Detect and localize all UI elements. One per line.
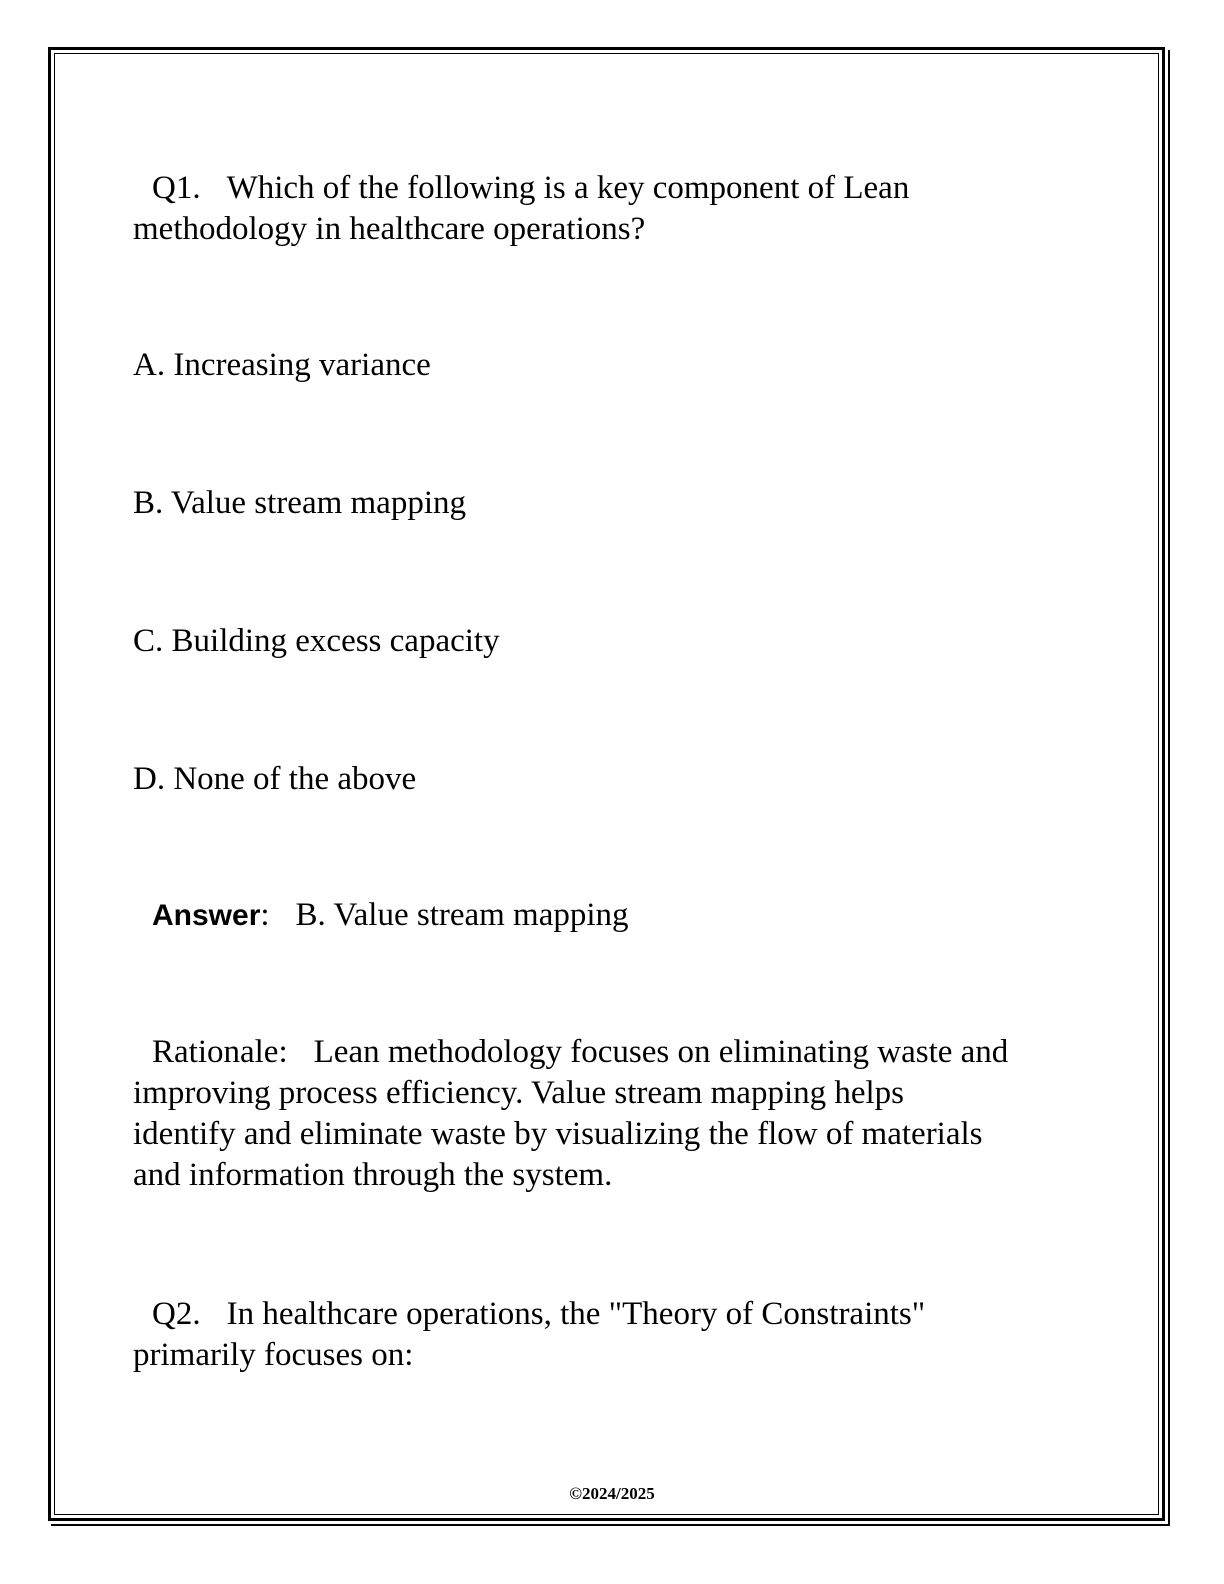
question-1-number: Q1. — [152, 170, 201, 206]
rationale-text-1: Lean methodology focuses on eliminating waste and — [313, 1034, 1009, 1070]
option-c: C. Building excess capacity — [133, 623, 500, 659]
question-2-text-line-2: primarily focuses on: — [133, 1337, 414, 1373]
page-border-shadow-bottom — [51, 1524, 1170, 1526]
answer-line — [152, 895, 629, 936]
option-d: D. None of the above — [133, 761, 417, 797]
rationale-label: Rationale: — [152, 1034, 288, 1070]
question-1-line-1 — [152, 168, 909, 209]
rationale-line-2: improving process efficiency. Value stream mapping helps — [133, 1075, 905, 1111]
rationale-line-4: and information through the system. — [133, 1157, 613, 1193]
option-b: B. Value stream mapping — [133, 485, 466, 521]
answer-value: B. Value stream mapping — [295, 897, 629, 933]
question-1-text-line-2: methodology in healthcare operations? — [133, 211, 646, 247]
question-2-line-1 — [152, 1294, 925, 1335]
question-2-number: Q2. — [152, 1296, 201, 1332]
rationale-line-1 — [152, 1032, 1008, 1073]
copyright-footer: ©2024/2025 — [569, 1484, 655, 1503]
question-1-text-line-1: Which of the following is a key component of Lean — [226, 170, 910, 206]
question-2-text-line-1: In healthcare operations, the "Theory of Constraints" — [226, 1296, 926, 1332]
answer-label: Answer — [152, 899, 261, 932]
option-a: A. Increasing variance — [133, 347, 431, 383]
page-border-shadow-right — [1168, 50, 1170, 1524]
answer-colon: : — [260, 897, 270, 933]
rationale-line-3: identify and eliminate waste by visualizing the flow of materials — [133, 1116, 983, 1152]
